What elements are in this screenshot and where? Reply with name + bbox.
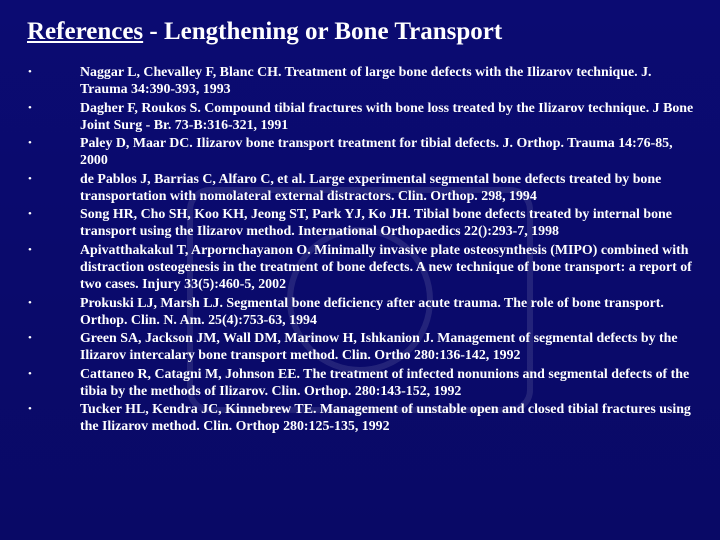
bullet-icon: • <box>28 208 32 221</box>
slide-title <box>27 18 502 46</box>
reference-text: Paley D, Maar DC. Ilizarov bone transport treatment for tibial defects. J. Orthop. Trauma 14:76-85, 2000 <box>80 136 673 169</box>
reference-list <box>28 64 698 437</box>
bullet-icon: • <box>28 367 32 380</box>
title-rest: - Lengthening or Bone Transport <box>143 18 503 45</box>
reference-text: Dagher F, Roukos S. Compound tibial fractures with bone loss treated by the Ilizarov technique. J Bone Joint Surg - Br. 73-B:316-321, 1991 <box>80 100 694 133</box>
reference-item <box>28 295 698 329</box>
bullet-icon: • <box>28 332 32 345</box>
bullet-icon: • <box>28 66 32 78</box>
reference-text: Green SA, Jackson JM, Wall DM, Marinow H, Ishkanion J. Management of segmental defects by the Ilizarov intercalary bone transport method. Clin. Ortho 280:136-142, 1992 <box>80 331 678 364</box>
reference-text: Tucker HL, Kendra JC, Kinnebrew TE. Management of unstable open and closed tibial fractures using the Ilizarov method. Clin. Orthop 280:125-135, 1992 <box>80 402 691 435</box>
bullet-icon: • <box>28 172 32 185</box>
reference-item <box>28 330 698 364</box>
bullet-icon: • <box>28 296 32 309</box>
reference-text: Prokuski LJ, Marsh LJ. Segmental bone deficiency after acute trauma. The role of bone transport. Orthop. Clin. N. Am. 25(4):753-63, 1994 <box>80 295 664 328</box>
bullet-icon: • <box>28 101 32 114</box>
reference-item <box>28 171 698 205</box>
bullet-icon: • <box>28 137 32 150</box>
reference-text: Apivatthakakul T, Arpornchayanon O. Minimally invasive plate osteosynthesis (MIPO) combined with distraction osteogenesis in the treatment of bone defects. A new technique of bone transport: a report of two cases. Injury 33(5):460-5, 2002 <box>80 242 692 292</box>
bullet-icon: • <box>28 403 32 416</box>
reference-item <box>28 135 698 169</box>
reference-item <box>28 64 698 98</box>
reference-item <box>28 242 698 293</box>
title-underlined-word: References <box>27 18 144 45</box>
reference-text: Naggar L, Chevalley F, Blanc CH. Treatment of large bone defects with the Ilizarov technique. J. Trauma 34:390-393, 1993 <box>80 65 652 97</box>
reference-text: de Pablos J, Barrias C, Alfaro C, et al. Large experimental segmental bone defects treated by bone transportation with nomolateral external distractors. Clin. Orthop. 298, 1994 <box>80 171 662 204</box>
reference-text: Song HR, Cho SH, Koo KH, Jeong ST, Park YJ, Ko JH. Tibial bone defects treated by internal bone transport using the Ilizarov method. International Orthopaedics 22():293-7, 1998 <box>80 207 672 240</box>
reference-item <box>28 206 698 240</box>
bullet-icon: • <box>28 243 32 256</box>
reference-text: Cattaneo R, Catagni M, Johnson EE. The treatment of infected nonunions and segmental defects of the tibia by the methods of Ilizarov. Clin. Orthop. 280:143-152, 1992 <box>80 366 690 399</box>
reference-item <box>28 401 698 435</box>
reference-item <box>28 366 698 400</box>
reference-item <box>28 100 698 134</box>
